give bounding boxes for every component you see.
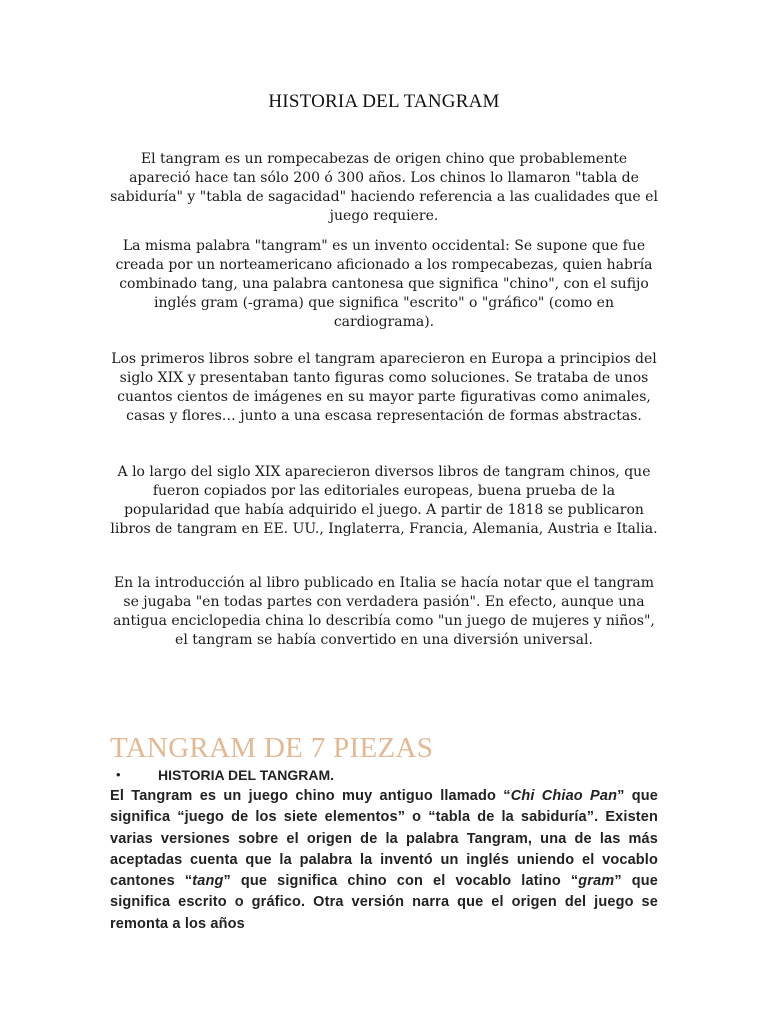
paragraph-19th-century: A lo largo del siglo XIX aparecieron diversos libros de tangram chinos, que fueron copiados por las editoriales europeas, buena prueba de la popularidad que había adquirido el juego. A partir de 1818 se publicaron libros de tangram en EE. UU., Inglaterra, Francia, Alemania, Austria e Italia. <box>110 464 658 537</box>
bullet-label: HISTORIA DEL TANGRAM. <box>158 767 335 783</box>
paragraph-italy: En la introducción al libro publicado en Italia se hacía notar que el tangram se jugaba "en todas partes con verdadera pasión". En efecto, aunque una antigua enciclopedia china lo describía como "un juego de mujeres y niños", el tangram se había convertido en una diversión universal. <box>113 575 655 648</box>
body-italic-tang: tang <box>192 873 224 890</box>
section-heading: TANGRAM DE 7 PIEZAS <box>110 732 434 764</box>
body-text-4: ” que significa escrito o gráfico. Otra versión narra que el origen del juego se remonta a los años <box>110 873 659 932</box>
paragraph-first-books: Los primeros libros sobre el tangram aparecieron en Europa a principios del siglo XIX y presentaban tanto figuras como soluciones. Se trataba de unos cuantos cientos de imágenes en su mayor parte figurativas como animales, casas y flores… junto a una escasa representación de formas abstractas. <box>111 351 657 424</box>
body-text-1: El Tangram es un juego chino muy antiguo llamado “ <box>110 788 511 804</box>
body-text-3: ” que significa chino con el vocablo latino “ <box>223 873 579 890</box>
paragraph-word-tangram: La misma palabra "tangram" es un invento occidental: Se supone que fue creada por un norteamericano aficionado a los rompecabezas, quien habría combinado tang, una palabra cantonesa que significa "chino", con el sufijo inglés gram (-grama) que significa "escrito" o "gráfico" (como en cardiograma). <box>115 238 653 330</box>
page-title: HISTORIA DEL TANGRAM <box>268 91 500 112</box>
bullet-item <box>110 767 670 787</box>
paragraph-origin: El tangram es un rompecabezas de origen chino que probablemente apareció hace tan sólo 200 ó 300 años. Los chinos lo llamaron "tabla de sabiduría" y "tabla de sagacidad" haciendo referencia a las cualidades que el juego requiere. <box>110 151 658 224</box>
body-italic-gram: gram <box>578 873 615 890</box>
section-body <box>110 786 658 935</box>
body-text-2: ” que significa “juego de los siete elementos” o “tabla de la sabiduría”. Existen varias versiones sobre el origen de la palabra Tangram, una de las más aceptadas cuenta que la palabra la inventó un inglés uniendo el vocablo cantones “ <box>110 788 658 890</box>
bullet-icon: • <box>116 767 121 782</box>
body-italic-chi-chiao-pan: Chi Chiao Pan <box>510 788 618 804</box>
